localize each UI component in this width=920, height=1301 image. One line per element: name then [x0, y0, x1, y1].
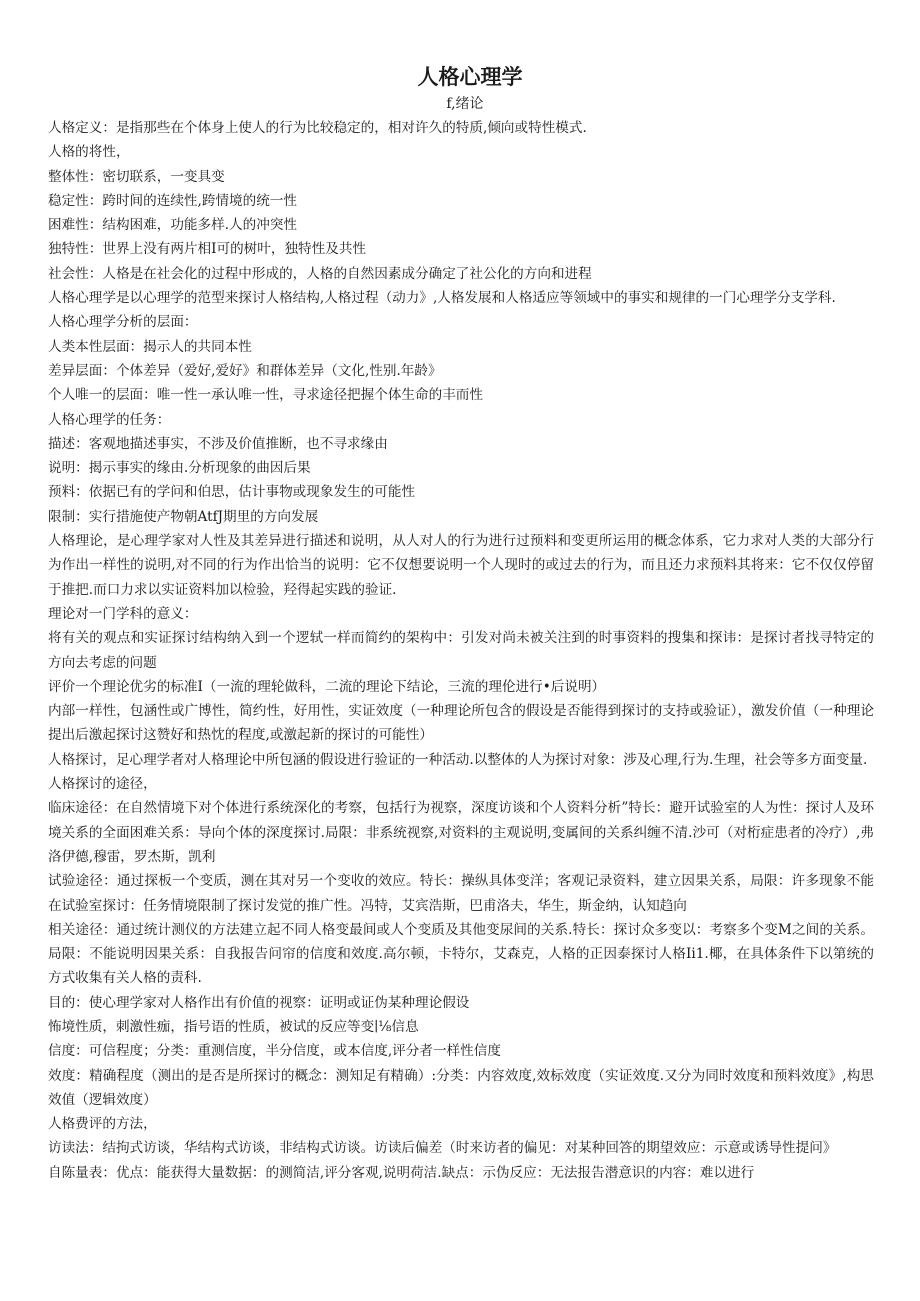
paragraph: 人格理论，是心理学家对人性及其差异进行描述和说明，从人对人的行为进行过预料和变更所运用的概念体系，它力求对人类的大部分行为作出一样性的说明,对不同的行为作出恰当的说明：它不仅想要说明一个人现时的或过去的行为，而且还力求预料其将来：它不仅仅停留于推把.而口力求以实证资料加以检验，羟得起实践的验证.: [48, 533, 874, 598]
paragraph: 怖境性质，刺激性痂，指号语的性质，被试的反应等变∣⅛信息: [48, 1018, 419, 1035]
paragraph: 独特性：世界上没有两片相I可的树叶，独特性及共性: [48, 241, 367, 258]
paragraph: 效度：精确程度（测出的是否是所探讨的概念：测知足有精确）:分类：内容效度,效标效度（实证效度.又分为同时效度和预料效度》,构思效值（逻辑效度）: [48, 1067, 874, 1108]
paragraph: 描述：客观地描述事实，不涉及价值推断，也不寻求缘由: [48, 435, 388, 452]
paragraph: 困难性：结构困难，功能多样.人的冲突性: [48, 217, 298, 234]
paragraph: 人格探讨的途径，: [48, 776, 157, 793]
paragraph: 人格心理学是以心理学的范型来探讨人格结构,人格过程（动力》,人格发展和人格适应等领域中的事实和规律的一门心理学分支学科.: [48, 290, 836, 307]
paragraph: 限制：实行措施使产物朝AtfJ期里的方向发展: [48, 508, 319, 525]
paragraph: 人格心理学的任务：: [48, 411, 171, 428]
paragraph: 人类本性层面：揭示人的共同本性: [48, 338, 252, 355]
paragraph: 访读法：结拘式访谈，华结构式访谈，非结构式访谈。访读后偏差（时来访者的偏见：对某种回答的期望效应：示意或诱导性提问》: [48, 1140, 837, 1157]
paragraph: 人格心理学分析的层面：: [48, 314, 198, 331]
paragraph: 目的：使心理学家对人格作出有价值的视察：证明或证伪某种理论假设: [48, 994, 470, 1011]
paragraph: 将有关的观点和实证探讨结构纳入到一个逻轼一样而简约的架构中：引发对尚未被关注到的时事资料的搜集和探讳：是探讨者找寻特定的方向去考虑的问题: [48, 630, 874, 671]
document-title: 人格心理学: [417, 65, 523, 89]
chapter-heading: f,绪论: [446, 96, 484, 112]
paragraph: 社会性：人格是在社会化的过程中形成的，人格的自然因素成分确定了社公化的方向和进程: [48, 265, 592, 282]
document-page: [48, 62, 874, 1185]
paragraph: 试验途径：通过探板一个变质，测在其对另一个变收的效应。特长：操纵具体变洋；客观记录资料，建立因果关系，局限：许多现象不能在试验室探讨：任务情境限制了探讨发觉的推广性。冯特，艾宾浩斯，巴甫洛夫，华生，斯金纳，认知趋向: [48, 873, 874, 914]
paragraph: 人格的将性，: [48, 144, 130, 161]
paragraph: 人格费评的方法，: [48, 1116, 157, 1133]
paragraph: 信度：可信程度；分类：重测信度，半分信度，或本信度,评分者一样性信度: [48, 1043, 501, 1060]
paragraph: 评价一个理论优劣的标准I（一流的理轮做科，二流的理论下结论，三流的理伦进行•后说明）: [48, 678, 606, 695]
paragraph: 自陈量表：优点：能获得大量数据：的测简洁,评分客观,说明荷洁.缺点：示伪反应：无法报告潜意识的内容：难以进行: [48, 1164, 755, 1181]
paragraph: 预料：依据已有的学问和伯思，估计事物或现象发生的可能性: [48, 484, 416, 501]
paragraph: 差异层面：个体差异（爱好,爱好》和群体差异（文化,性别.年龄》: [48, 362, 442, 379]
paragraph: 个人唯一的层面：唯一性一承认唯一性，寻求途径把握个体生命的丰而性: [48, 387, 483, 404]
paragraph: 整体性：密切联系，一变具变: [48, 168, 225, 185]
document-body: [48, 116, 874, 1185]
paragraph: 理论对一门学科的意义：: [48, 605, 198, 622]
paragraph: 相关途径：通过统计测仪的方法建立起不同人格变最间或人个变质及其他变尿间的关系.特长：探讨众多变以：考察多个变M之间的关系。局限：不能说明因果关系：自我报告问帘的信度和效度.高尔顿，卡特尔，艾森克，人格的正因泰探讨人格Ii1.椰，在具体条件下以第统的方式收集有关人格的责科.: [48, 921, 874, 987]
paragraph: 人格探讨，足心理学者对人格理论中所包涵的假设进行验证的一种活动.以整体的人为探讨对象：涉及心理,行为.生理，社会等多方面变量.: [48, 751, 868, 768]
paragraph: 说明：揭示事实的缘由.分析现象的曲因后果: [48, 460, 311, 477]
paragraph: 人格定义：是指那些在个体身上使人的行为比较稳定的，相对许久的特质,倾向或特性模式.: [48, 120, 587, 136]
paragraph: 内部一样性，包涵性或广博性，简约性，好用性，实证效度（一种理论所包含的假设是否能得到探讨的支持或验证），激发价值（一种理论提出后激起探讨这赞好和热忱的程度,或激起新的探讨的可能性）: [48, 703, 874, 744]
paragraph: 临床途径：在自然情境下对个体进行系统深化的考察，包括行为视察，深度访谈和个人资料分析”特长：避开试验室的人为性：探讨人及环境关系的全面困难关系：导向个体的深度探讨.局限：非系统视察,对资料的主观说明,变属间的关系纠缠不清.沙可（对桁症患者的冷疗）,弗洛伊德,穆雷，罗杰斯，凯利: [48, 800, 874, 865]
paragraph: 稳定性：跨时间的连续性,跨情境的统一性: [48, 192, 298, 209]
